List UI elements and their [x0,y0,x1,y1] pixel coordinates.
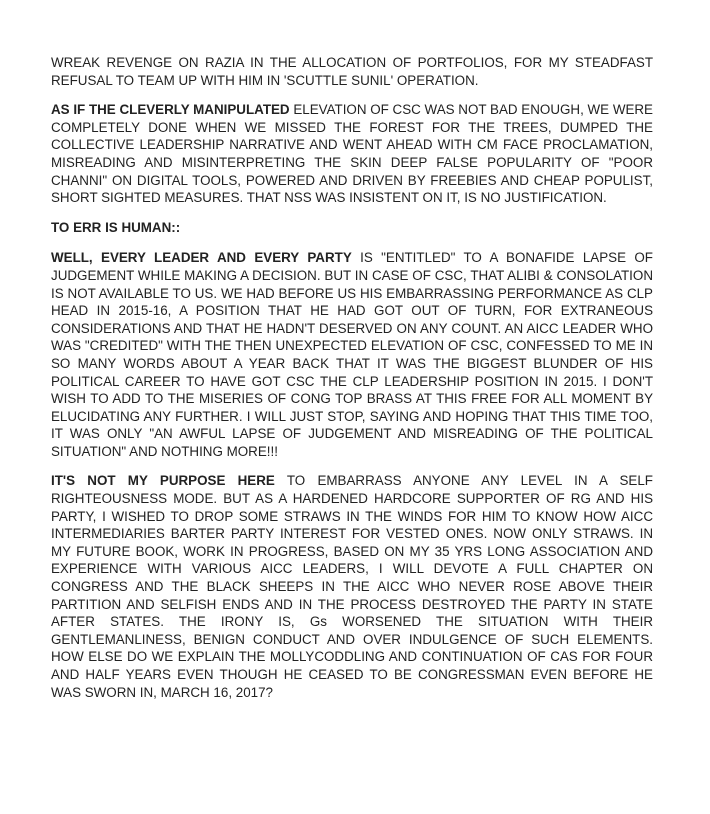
paragraph-3 [51,249,653,460]
paragraph-4-lead: IT'S NOT MY PURPOSE HERE [51,473,275,489]
paragraph-1 [51,54,653,89]
paragraph-2 [51,101,653,207]
paragraph-2-lead: AS IF THE CLEVERLY MANIPULATED [51,102,290,118]
paragraph-2-text: ELEVATION OF CSC WAS NOT BAD ENOUGH, WE WERE COMPLETELY DONE WHEN WE MISSED THE FOREST FOR THE TREES, DUMPED THE COLLECTIVE LEADERSHIP NARRATIVE AND WENT AHEAD WITH CM FACE PROCLAMATION, MISREADING AND MISINTERPRETING THE SKIN DEEP FALSE POPULARITY OF "POOR CHANNI" ON DIGITAL TOOLS, POWERED AND DRIVEN BY FREEBIES AND CHEAP POPULIST, SHORT SIGHTED MEASURES. THAT NSS WAS INSISTENT ON IT, IS NO JUSTIFICATION. [51,102,653,206]
paragraph-4 [51,472,653,701]
paragraph-4-text: TO EMBARRASS ANYONE ANY LEVEL IN A SELF RIGHTEOUSNESS MODE. BUT AS A HARDENED HARDCORE SUPPORTER OF RG AND HIS PARTY, I WISHED TO DROP SOME STRAWS IN THE WINDS FOR HIM TO KNOW HOW AICC INTERMEDIARIES BARTER PARTY INTEREST FOR VESTED ONES. NOW ONLY STRAWS. IN MY FUTURE BOOK, WORK IN PROGRESS, BASED ON MY 35 YRS LONG ASSOCIATION AND EXPERIENCE WITH VARIOUS AICC LEADERS, I WILL DEVOTE A FULL CHAPTER ON CONGRESS AND THE BLACK SHEEPS IN THE AICC WHO NEVER ROSE ABOVE THEIR PARTITION AND SELFISH ENDS AND IN THE PROCESS DESTROYED THE PARTY IN STATE AFTER STATES. THE IRONY IS, Gs WORSENED THE SITUATION WITH THEIR GENTLEMANLINESS, BENIGN CONDUCT AND OVER INDULGENCE OF SUCH ELEMENTS. HOW ELSE DO WE EXPLAIN THE MOLLYCODDLING AND CONTINUATION OF CAS FOR FOUR AND HALF YEARS EVEN THOUGH HE CEASED TO BE CONGRESSMAN EVEN BEFORE HE WAS SWORN IN, MARCH 16, 2017? [51,473,653,700]
paragraph-3-text: IS "ENTITLED" TO A BONAFIDE LAPSE OF JUDGEMENT WHILE MAKING A DECISION. BUT IN CASE OF CSC, THAT ALIBI & CONSOLATION IS NOT AVAILABLE TO US. WE HAD BEFORE US HIS EMBARRASSING PERFORMANCE AS CLP HEAD IN 2015-16, A POSITION THAT HE HAD GOT OUT OF TURN, FOR EXTRANEOUS CONSIDERATIONS AND THAT HE HADN'T DESERVED ON ANY COUNT. AN AICC LEADER WHO WAS "CREDITED" WITH THE THEN UNEXPECTED ELEVATION OF CSC, CONFESSED TO ME IN SO MANY WORDS ABOUT A YEAR BACK THAT IT WAS THE BIGGEST BLUNDER OF HIS POLITICAL CAREER TO HAVE GOT CSC THE CLP LEADERSHIP POSITION IN 2015. I DON'T WISH TO ADD TO THE MISERIES OF CONG TOP BRASS AT THIS FREE FOR ALL MOMENT BY ELUCIDATING ANY FURTHER. I WILL JUST STOP, SAYING AND HOPING THAT THIS TIME TOO, IT WAS ONLY "AN AWFUL LAPSE OF JUDGEMENT AND MISREADING OF THE POLITICAL SITUATION" AND NOTHING MORE!!! [51,250,653,459]
document-body [51,54,653,713]
section-heading: TO ERR IS HUMAN:: [51,219,181,235]
paragraph-3-lead: WELL, EVERY LEADER AND EVERY PARTY [51,250,352,266]
paragraph-1-text: WREAK REVENGE ON RAZIA IN THE ALLOCATION OF PORTFOLIOS, FOR MY STEADFAST REFUSAL TO TEAM UP WITH HIM IN 'SCUTTLE SUNIL' OPERATION. [51,55,653,88]
